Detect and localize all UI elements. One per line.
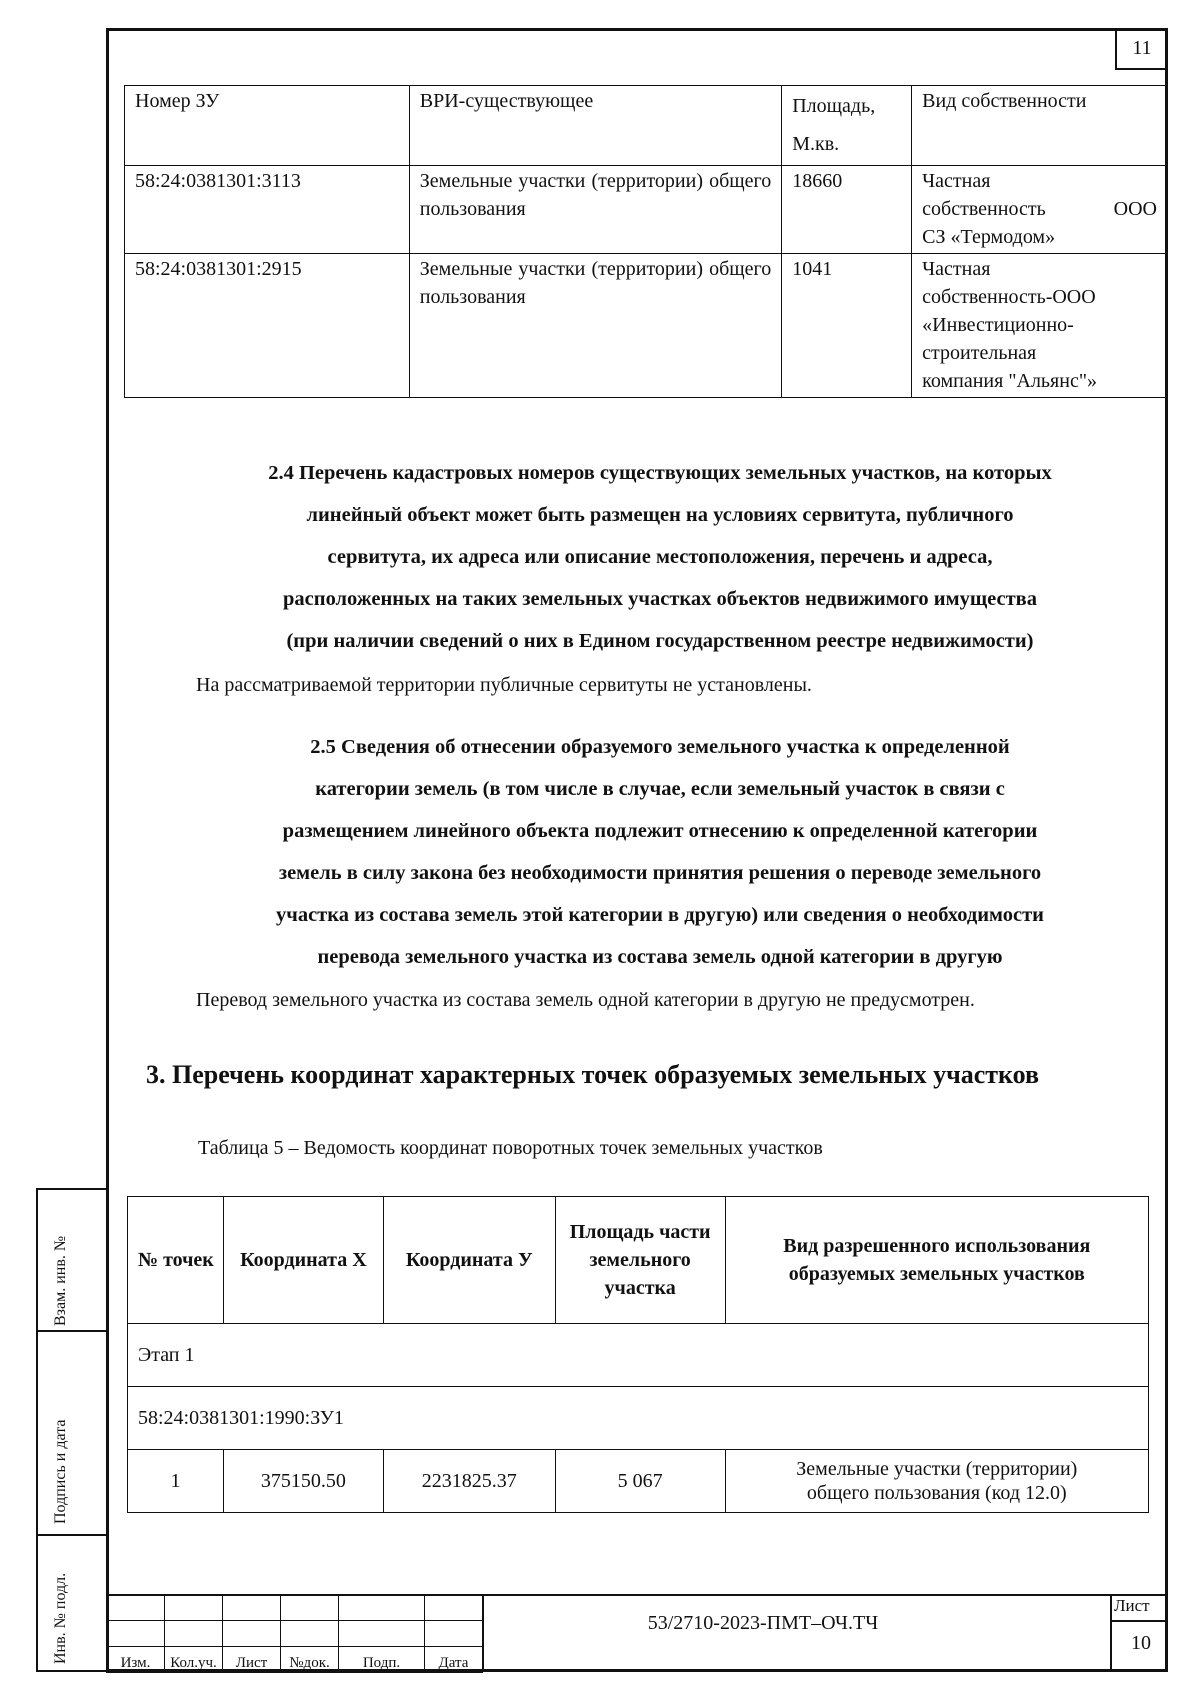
section-2-4-heading: [160, 452, 1160, 662]
col-label: Дата: [425, 1647, 483, 1673]
area-value: 5 067: [555, 1450, 725, 1513]
header-area-line1: Площадь,: [792, 95, 876, 117]
stage-label: Этап 1: [128, 1324, 1149, 1387]
heading-line: размещением линейного объекта подлежит отнесению к определенной категории: [282, 820, 1038, 842]
use-line: Земельные участки (территории): [796, 1458, 1078, 1480]
side-box-vzam: [36, 1188, 106, 1332]
sheet-divider: [1110, 1594, 1112, 1672]
header-cell: Площадь части земельного участка: [555, 1197, 725, 1324]
parcel-row: [128, 1387, 1149, 1450]
col-label: Лист: [223, 1647, 281, 1673]
use-cell: [725, 1450, 1148, 1513]
stamp-divider: [482, 1594, 484, 1672]
vri-cell: Земельные участки (территории) общего пользования: [409, 254, 781, 398]
side-label-podpis: Подпись и дата: [52, 1419, 69, 1524]
heading-line: сервитута, их адреса или описание местоположения, перечень и адреса,: [327, 546, 993, 568]
owner-cell: [912, 166, 1168, 254]
area-cell: 1041: [782, 254, 912, 398]
vri-cell: Земельные участки (территории) общего пользования: [409, 166, 781, 254]
table-row: [128, 1450, 1149, 1513]
page-number: 11: [1115, 29, 1167, 70]
owner-line: собственность ООО: [922, 198, 1157, 220]
land-plots-table: [124, 85, 1168, 398]
section-3-heading: 3. Перечень координат характерных точек образуемых земельных участков: [146, 1060, 1040, 1089]
heading-line: перевода земельного участка из состава земель одной категории в другую: [317, 946, 1003, 968]
col-label: №док.: [281, 1647, 339, 1673]
header-cell: Номер ЗУ: [125, 86, 410, 166]
area-cell: 18660: [782, 166, 912, 254]
table-caption: Таблица 5 – Ведомость координат поворотных точек земельных участков: [198, 1137, 823, 1159]
heading-line: земель в силу закона без необходимости принятия решения о переводе земельного: [278, 862, 1042, 884]
revision-grid: [106, 1594, 483, 1673]
table-row: [125, 254, 1168, 398]
side-label-inv: Инв. № подл.: [52, 1572, 69, 1664]
heading-line: 2.4 Перечень кадастровых номеров существующих земельных участков, на которых: [268, 462, 1052, 484]
header-cell: Вид собственности: [912, 86, 1168, 166]
use-line: общего пользования (код 12.0): [806, 1482, 1067, 1504]
heading-line: линейный объект может быть размещен на условиях сервитута, публичного: [306, 504, 1014, 526]
owner-line: Частная: [922, 170, 991, 192]
coord-y: 2231825.37: [383, 1450, 555, 1513]
point-number: 1: [128, 1450, 224, 1513]
side-box-podpis: [36, 1330, 106, 1536]
owner-line: Частная: [922, 258, 991, 280]
title-block: [106, 1594, 1168, 1672]
owner-line: компания "Альянс"»: [922, 370, 1097, 392]
coord-x: 375150.50: [223, 1450, 383, 1513]
heading-line: (при наличии сведений о них в Едином государственном реестре недвижимости): [286, 630, 1034, 652]
cadastral-number: 58:24:0381301:3113: [125, 166, 410, 254]
table-header-row: [125, 86, 1168, 166]
heading-line: расположенных на таких земельных участках объектов недвижимого имущества: [283, 588, 1037, 610]
owner-line: «Инвестиционно-: [922, 314, 1074, 336]
coordinates-table: [127, 1196, 1149, 1513]
header-cell: Вид разрешенного использования образуемых земельных участков: [725, 1197, 1148, 1324]
header-cell: Координата Х: [223, 1197, 383, 1324]
table-row: [125, 166, 1168, 254]
header-cell: ВРИ-существующее: [409, 86, 781, 166]
section-2-5-heading: [160, 726, 1160, 978]
heading-line: участка из состава земель этой категории в другую) или сведения о необходимости: [276, 904, 1044, 926]
stamp-top-line: [106, 1594, 1168, 1596]
cadastral-number: 58:24:0381301:2915: [125, 254, 410, 398]
owner-line: СЗ «Термодом»: [922, 226, 1056, 248]
header-cell: № точек: [128, 1197, 224, 1324]
sheet-separator: [1110, 1620, 1168, 1622]
stage-row: [128, 1324, 1149, 1387]
col-label: Изм.: [107, 1647, 165, 1673]
document-code: 53/2710-2023-ПМТ–ОЧ.ТЧ: [647, 1612, 879, 1634]
table-header-row: [128, 1197, 1149, 1324]
sheet-label: Лист: [1114, 1596, 1150, 1615]
header-area-line2: М.кв.: [792, 133, 840, 155]
heading-line: категории земель (в том числе в случае, если земельный участок в связи с: [315, 778, 1005, 800]
col-label: Подп.: [339, 1647, 425, 1673]
sheet-number: 10: [1131, 1632, 1151, 1654]
side-label-vzam: Взам. инв. №: [52, 1235, 69, 1326]
section-2-5-text: Перевод земельного участка из состава земель одной категории в другую не предусмотрен.: [196, 989, 975, 1011]
header-cell: [782, 86, 912, 166]
owner-line: собственность-ООО: [922, 286, 1096, 308]
header-cell: Координата У: [383, 1197, 555, 1324]
col-label: Кол.уч.: [165, 1647, 223, 1673]
revision-labels-row: [107, 1647, 483, 1673]
owner-cell: [912, 254, 1168, 398]
heading-line: 2.5 Сведения об отнесении образуемого земельного участка к определенной: [310, 736, 1010, 758]
section-2-4-text: На рассматриваемой территории публичные сервитуты не установлены.: [196, 674, 812, 696]
side-box-inv: [36, 1534, 106, 1672]
parcel-label: 58:24:0381301:1990:ЗУ1: [128, 1387, 1149, 1450]
owner-line: строительная: [922, 342, 1037, 364]
